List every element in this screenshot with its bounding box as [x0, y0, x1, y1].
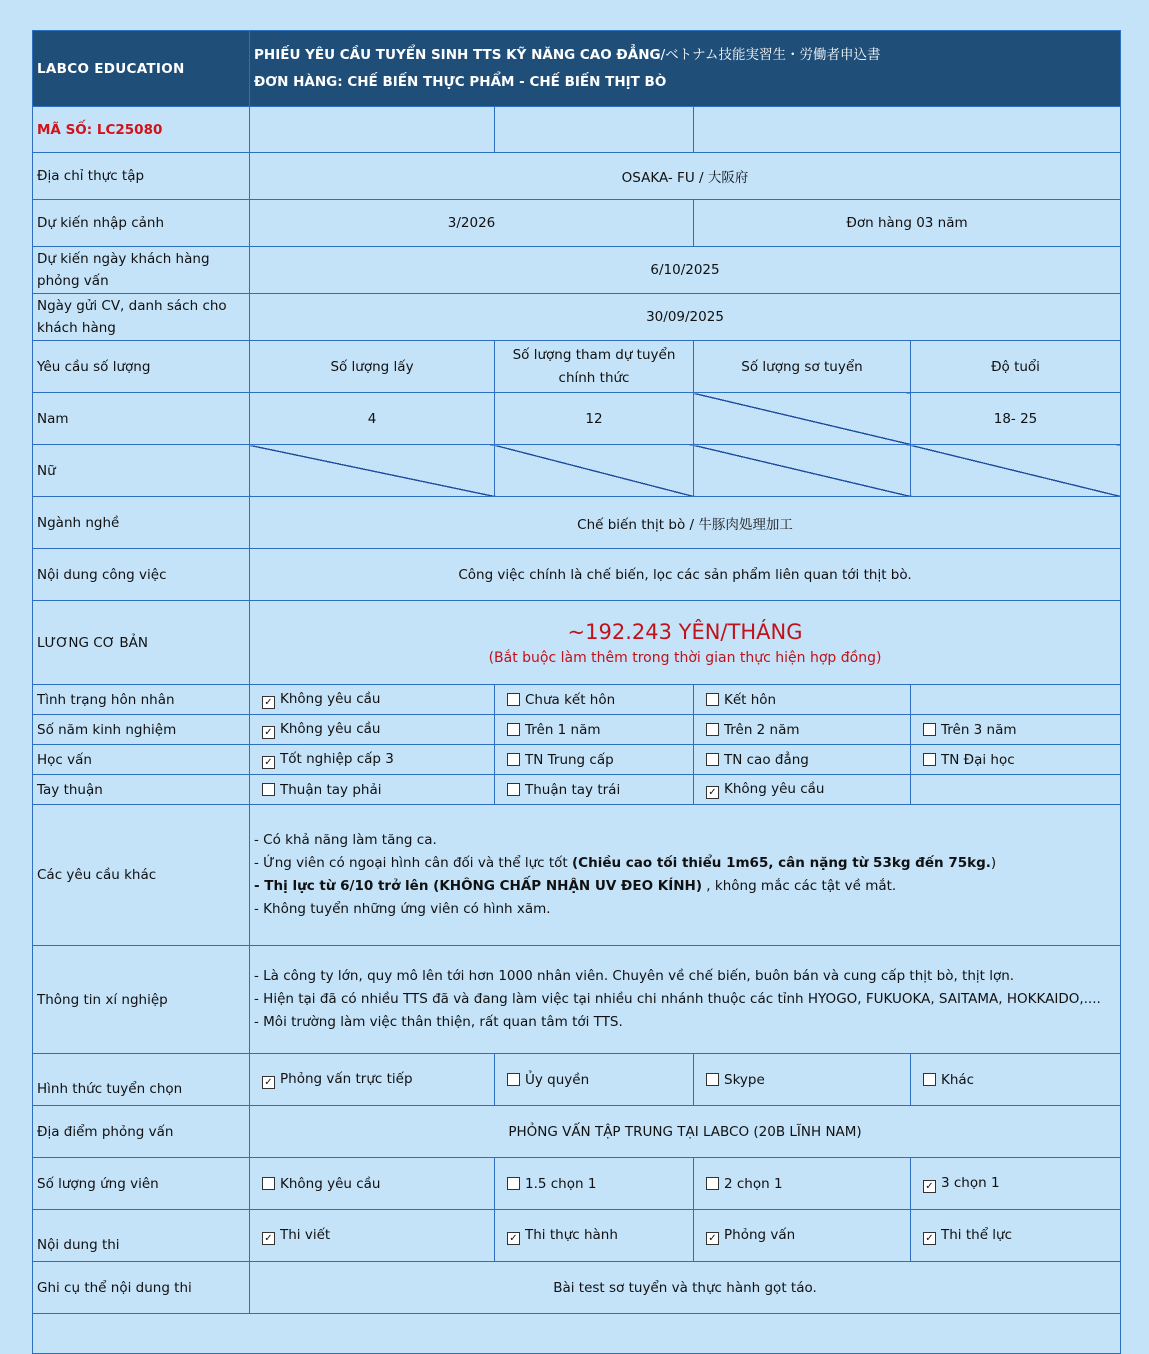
info-line: - Là công ty lớn, quy mô lên tới hơn 1000 nhân viên. Chuyên về chế biến, buôn bán và cung cấp thịt bò, thịt lợn.	[254, 968, 1015, 984]
interview-date-value: 6/10/2025	[250, 247, 1121, 294]
checkbox[interactable]: ✓	[923, 1232, 936, 1245]
male-take: 4	[250, 393, 495, 445]
checkbox[interactable]: ✓	[262, 1232, 275, 1245]
selection-row	[33, 1054, 1121, 1106]
location-row	[33, 153, 1121, 200]
male-age: 18- 25	[911, 393, 1121, 445]
title-jp: /ベトナム技能実習生・労働者申込書	[660, 46, 881, 63]
female-row	[33, 445, 1121, 497]
checkbox[interactable]: ✓	[262, 726, 275, 739]
experience-label: Số năm kinh nghiệm	[33, 715, 250, 745]
company-name: LABCO EDUCATION	[33, 31, 250, 107]
option-item[interactable]: ✓ 3 chọn 1	[911, 1158, 1121, 1210]
option-item[interactable]: 2 chọn 1	[694, 1158, 911, 1210]
industry-row	[33, 497, 1121, 549]
company-info-row	[33, 946, 1121, 1054]
education-row	[33, 745, 1121, 775]
quantity-screen-header: Số lượng sơ tuyển	[694, 341, 911, 393]
checkbox[interactable]	[507, 753, 520, 766]
form-code: MÃ SỐ: LC25080	[33, 107, 250, 153]
male-row	[33, 393, 1121, 445]
option-item[interactable]: Ủy quyền	[495, 1054, 694, 1106]
salary-label: LƯƠNG CƠ BẢN	[33, 601, 250, 685]
venue-label: Địa điểm phỏng vấn	[33, 1106, 250, 1158]
checkbox[interactable]	[507, 783, 520, 796]
option-item[interactable]: ✓ Phỏng vấn	[694, 1210, 911, 1262]
option-item[interactable]: Kết hôn	[694, 685, 911, 715]
salary-value: ~192.243 YÊN/THÁNG	[567, 619, 803, 644]
female-label: Nữ	[33, 445, 250, 497]
venue-row	[33, 1106, 1121, 1158]
option-item[interactable]: ✓ Không yêu cầu	[250, 685, 495, 715]
option-item[interactable]: Trên 1 năm	[495, 715, 694, 745]
marital-row	[33, 685, 1121, 715]
female-age-na	[911, 445, 1121, 497]
exam-detail-label: Ghi cụ thể nội dung thi	[33, 1262, 250, 1314]
checkbox[interactable]	[706, 1177, 719, 1190]
checkbox[interactable]: ✓	[507, 1232, 520, 1245]
option-item[interactable]: 1.5 chọn 1	[495, 1158, 694, 1210]
checkbox[interactable]	[923, 753, 936, 766]
hand-label: Tay thuận	[33, 775, 250, 805]
requirement-line: - Không tuyển những ứng viên có hình xăm.	[254, 901, 551, 917]
hand-row	[33, 775, 1121, 805]
option-item[interactable]: Khác	[911, 1054, 1121, 1106]
location-value: OSAKA- FU / 大阪府	[250, 153, 1121, 200]
candidates-label: Số lượng ứng viên	[33, 1158, 250, 1210]
info-line: - Môi trường làm việc thân thiện, rất quan tâm tới TTS.	[254, 1014, 623, 1030]
venue-value: PHỎNG VẤN TẬP TRUNG TẠI LABCO (20B LĨNH NAM)	[250, 1106, 1121, 1158]
option-item[interactable]: Trên 2 năm	[694, 715, 911, 745]
option-item[interactable]: ✓ Tốt nghiệp cấp 3	[250, 745, 495, 775]
empty-cell	[911, 685, 1121, 715]
location-label: Địa chỉ thực tập	[33, 153, 250, 200]
quantity-take-header: Số lượng lấy	[250, 341, 495, 393]
checkbox[interactable]: ✓	[262, 696, 275, 709]
option-item[interactable]: ✓ Thi viết	[250, 1210, 495, 1262]
option-item[interactable]: Trên 3 năm	[911, 715, 1121, 745]
other-row	[33, 805, 1121, 946]
option-item[interactable]: Thuận tay phải	[250, 775, 495, 805]
option-item[interactable]: ✓ Không yêu cầu	[250, 715, 495, 745]
company-info-label: Thông tin xí nghiệp	[33, 946, 250, 1054]
experience-row	[33, 715, 1121, 745]
option-item[interactable]: ✓ Không yêu cầu	[694, 775, 911, 805]
checkbox[interactable]: ✓	[706, 1232, 719, 1245]
cv-date-label: Ngày gửi CV, danh sách cho khách hàng	[33, 294, 250, 341]
male-label: Nam	[33, 393, 250, 445]
salary-note: (Bắt buộc làm thêm trong thời gian thực hiện hợp đồng)	[488, 649, 882, 666]
company-info	[250, 946, 1121, 1054]
checkbox[interactable]: ✓	[262, 756, 275, 769]
entry-label: Dự kiến nhập cảnh	[33, 200, 250, 247]
checkbox[interactable]	[262, 783, 275, 796]
checkbox[interactable]: ✓	[706, 786, 719, 799]
female-take-na	[250, 445, 495, 497]
exam-label: Nội dung thi	[33, 1210, 250, 1262]
cv-date-row	[33, 294, 1121, 341]
option-item[interactable]: ✓ Thi thể lực	[911, 1210, 1121, 1262]
recruitment-form	[32, 30, 1121, 1354]
selection-label: Hình thức tuyển chọn	[33, 1054, 250, 1106]
option-item[interactable]: TN Đại học	[911, 745, 1121, 775]
candidates-row	[33, 1158, 1121, 1210]
industry-value: Chế biến thịt bò / 牛豚肉処理加工	[250, 497, 1121, 549]
option-item[interactable]: ✓ Phỏng vấn trực tiếp	[250, 1054, 495, 1106]
interview-date-row	[33, 247, 1121, 294]
salary-row	[33, 601, 1121, 685]
marital-label: Tình trạng hôn nhân	[33, 685, 250, 715]
entry-term: Đơn hàng 03 năm	[694, 200, 1121, 247]
empty-cell	[694, 107, 1121, 153]
checkbox[interactable]	[706, 693, 719, 706]
exam-detail-value: Bài test sơ tuyển và thực hành gọt táo.	[250, 1262, 1121, 1314]
checkbox[interactable]	[706, 723, 719, 736]
checkbox[interactable]	[262, 1177, 275, 1190]
quantity-label: Yêu cầu số lượng	[33, 341, 250, 393]
quantity-header-row	[33, 341, 1121, 393]
entry-row	[33, 200, 1121, 247]
industry-label: Ngành nghề	[33, 497, 250, 549]
checkbox[interactable]	[507, 1073, 520, 1086]
option-item[interactable]: Không yêu cầu	[250, 1158, 495, 1210]
exam-row	[33, 1210, 1121, 1262]
empty-cell	[495, 107, 694, 153]
empty-row	[33, 1314, 1121, 1354]
option-item[interactable]: TN cao đẳng	[694, 745, 911, 775]
empty-cell	[911, 775, 1121, 805]
option-item[interactable]: Thuận tay trái	[495, 775, 694, 805]
requirement-line: - Thị lực từ 6/10 trở lên (KHÔNG CHẤP NHẬN UV ĐEO KÍNH) , không mắc các tật về mắt.	[254, 878, 897, 894]
requirement-line: - Ứng viên có ngoại hình cân đối và thể lực tốt (Chiều cao tối thiểu 1m65, cân nặng từ 53kg đến 75kg.)	[254, 855, 997, 871]
empty-cell	[250, 107, 495, 153]
interview-date-label: Dự kiến ngày khách hàng phỏng vấn	[33, 247, 250, 294]
checkbox[interactable]: ✓	[262, 1076, 275, 1089]
checkbox[interactable]	[507, 723, 520, 736]
checkbox[interactable]	[706, 1073, 719, 1086]
info-line: - Hiện tại đã có nhiều TTS đã và đang làm việc tại nhiều chi nhánh thuộc các tỉnh HYOGO, FUKUOKA, SAITAMA, HOKKAIDO,....	[254, 991, 1101, 1007]
quantity-attend-header: Số lượng tham dự tuyển chính thức	[495, 341, 694, 393]
checkbox[interactable]: ✓	[923, 1180, 936, 1193]
option-item[interactable]: ✓ Thi thực hành	[495, 1210, 694, 1262]
female-screen-na	[694, 445, 911, 497]
checkbox[interactable]	[507, 1177, 520, 1190]
checkbox[interactable]	[507, 693, 520, 706]
education-label: Học vấn	[33, 745, 250, 775]
entry-date: 3/2026	[250, 200, 694, 247]
male-screen-na	[694, 393, 911, 445]
female-attend-na	[495, 445, 694, 497]
other-label: Các yêu cầu khác	[33, 805, 250, 946]
option-item[interactable]: Chưa kết hôn	[495, 685, 694, 715]
job-row	[33, 549, 1121, 601]
male-attend: 12	[495, 393, 694, 445]
option-item[interactable]: TN Trung cấp	[495, 745, 694, 775]
checkbox[interactable]	[923, 723, 936, 736]
form-title	[250, 31, 1121, 107]
empty-cell	[33, 1314, 1121, 1354]
job-value: Công việc chính là chế biến, lọc các sản phẩm liên quan tới thịt bò.	[250, 549, 1121, 601]
option-item[interactable]: Skype	[694, 1054, 911, 1106]
exam-detail-row	[33, 1262, 1121, 1314]
order-title: ĐƠN HÀNG: CHẾ BIẾN THỰC PHẨM - CHẾ BIẾN THỊT BÒ	[254, 73, 667, 90]
header-row	[33, 31, 1121, 107]
salary-cell	[250, 601, 1121, 685]
requirement-line: - Có khả năng làm tăng ca.	[254, 832, 437, 848]
title-vi: PHIẾU YÊU CẦU TUYỂN SINH TTS KỸ NĂNG CAO ĐẲNG	[254, 46, 661, 63]
checkbox[interactable]	[923, 1073, 936, 1086]
job-label: Nội dung công việc	[33, 549, 250, 601]
checkbox[interactable]	[706, 753, 719, 766]
other-requirements	[250, 805, 1121, 946]
code-row	[33, 107, 1121, 153]
cv-date-value: 30/09/2025	[250, 294, 1121, 341]
age-header: Độ tuổi	[911, 341, 1121, 393]
